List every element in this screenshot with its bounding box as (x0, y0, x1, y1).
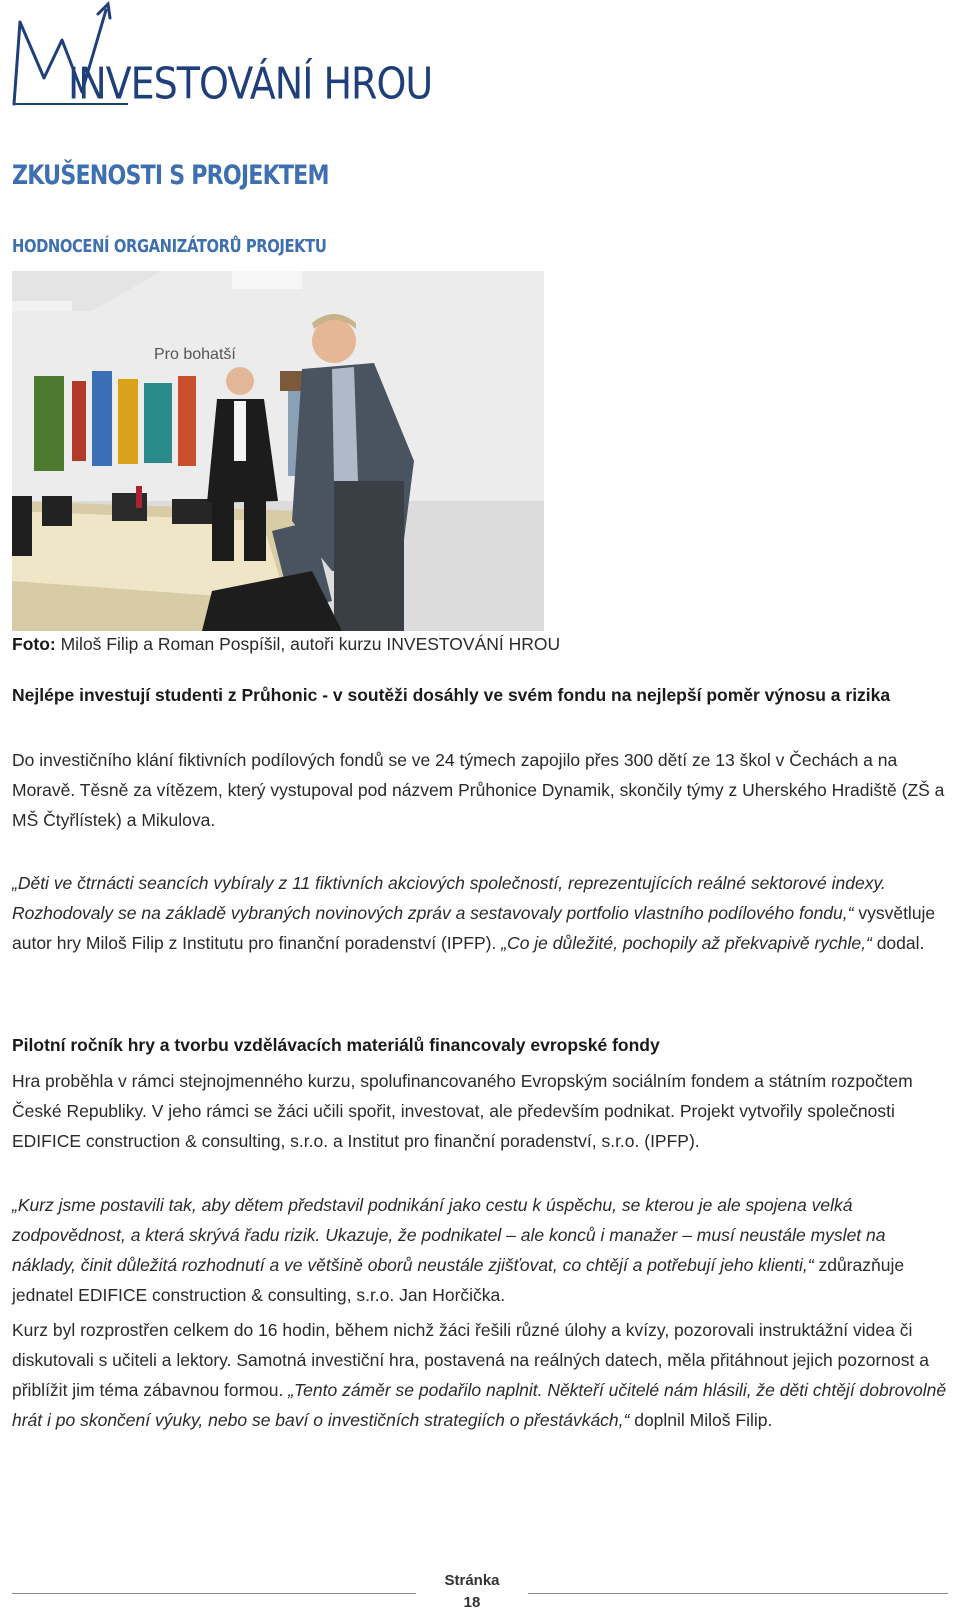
text-horcicka: zdůrazňuje jednatel EDIFICE construction & consulting, s.r.o. Jan Horčička. (12, 1255, 905, 1305)
caption-text: Miloš Filip a Roman Pospíšil, autoři kurzu INVESTOVÁNÍ HROU (55, 634, 561, 654)
footer-rule-left (12, 1593, 416, 1594)
quote-filip-2: „Co je důležité, pochopily až překvapivě rychle,“ (501, 933, 872, 953)
text-filip-3: doplnil Miloš Filip. (629, 1410, 773, 1430)
quote-filip-3: „Tento záměr se podařilo naplnit. Někteří učitelé nám hlásili, že děti chtějí dobrovolně hrát i po skončení výuky, nebo se baví o investičních strategiích o přestávkách,“ (12, 1380, 947, 1430)
logo-text: INVESTOVÁNÍ HROU (68, 58, 433, 109)
quote-filip-1: „Děti ve čtrnácti seancích vybíraly z 11 fiktivních akciových společností, reprezentujících reálné sektorové indexy. Rozhodovaly se na základě vybraných novinových zpráv a sestavovaly portfolio vlastního podílového fondu,“ (12, 873, 886, 923)
section2-paragraph1: Hra proběhla v rámci stejnojmenného kurzu, spolufinancovaného Evropským sociálním fondem a státním rozpočtem České Republiky. V jeho rámci se žáci učili spořit, investovat, ale především podnikat. Projekt vytvořily společnosti EDIFICE construction & consulting, s.r.o. a Institut pro finanční poradenství, s.r.o. (IPFP). (12, 1071, 913, 1151)
text-filip-2: dodal. (871, 933, 925, 953)
section2-paragraph3 (12, 1315, 948, 1435)
logo (10, 0, 433, 112)
section2-paragraph2 (12, 1190, 948, 1310)
page-number-block (420, 1570, 524, 1614)
page-number: 18 (463, 1594, 481, 1611)
photo-organizers (12, 271, 544, 631)
photo-caption (12, 629, 948, 659)
footer-rule-right (528, 1593, 948, 1594)
wall-text: Pro bohatší (154, 346, 236, 363)
section1-paragraph2 (12, 868, 948, 958)
page-subtitle: HODNOCENÍ ORGANIZÁTORŮ PROJEKTU (12, 236, 327, 257)
caption-label: Foto: (12, 634, 56, 654)
section2-heading: Pilotní ročník hry a tvorbu vzdělávacích materiálů financovaly evropské fondy (12, 1035, 660, 1055)
section1-heading: Nejlépe investují studenti z Průhonic - v soutěži dosáhly ve svém fondu na nejlepší poměr výnosu a rizika (12, 685, 891, 705)
text-course: Kurz byl rozprostřen celkem do 16 hodin, během nichž žáci řešili různé úlohy a kvízy, pozorovali instruktážní videa či diskutovali s učiteli a lektory. Samotná investiční hra, postavená na reálných datech, měla přitáhnout jejich pozornost a přiblížit jim téma zábavnou formou. (12, 1320, 929, 1400)
quote-horcicka: „Kurz jsme postavili tak, aby dětem představil podnikání jako cestu k úspěchu, se kterou je ale spojena velká zodpovědnost, a která skrývá řadu rizik. Ukazuje, že podnikatel – ale konců i manažer – musí neustále myslet na náklady, činit důležitá rozhodnutí a ve většině oborů neustále zjišťovat, co chtějí a potřebují jeho klienti,“ (12, 1195, 886, 1275)
page-title: ZKUŠENOSTI S PROJEKTEM (12, 160, 329, 191)
text-filip-1: vysvětluje autor hry Miloš Filip z Institutu pro finanční poradenství (IPFP). (12, 903, 936, 953)
section1-paragraph1: Do investičního klání fiktivních podílových fondů se ve 24 týmech zapojilo přes 300 dětí ze 13 škol v Čechách a na Moravě. Těsně za vítězem, který vystupoval pod názvem Průhonice Dynamik, skončily týmy z Uherského Hradiště (ZŠ a MŠ Čtyřlístek) a Mikulova. (12, 750, 945, 830)
page-label: Stránka (444, 1572, 500, 1589)
